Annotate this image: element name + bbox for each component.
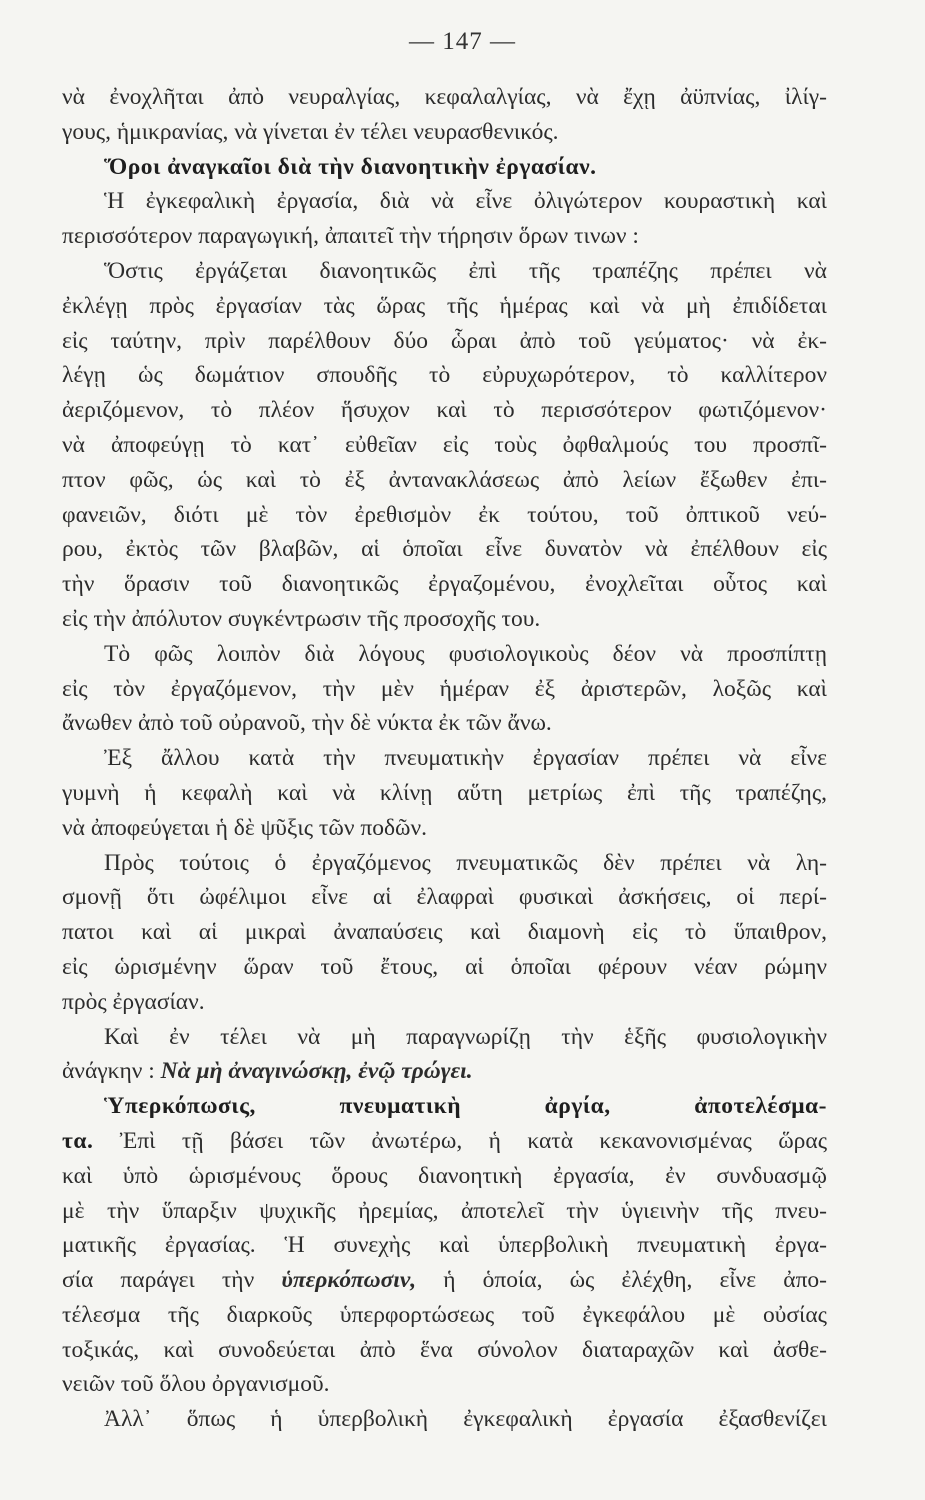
text-line: εἰς ταύτην, πρὶν παρέλθουν δύο ὧραι ἀπὸ τοῦ γεύματος· νὰ ἐκ-	[62, 327, 827, 354]
text-line: ἀνάγκην : Νὰ μὴ ἀναγινώσκῃ, ἐνῷ τρώγει.	[62, 1058, 473, 1085]
text-line: φανειῶν, διότι μὲ τὸν ἐρεθισμὸν ἐκ τούτου, τοῦ ὀπτικοῦ νεύ-	[62, 501, 827, 528]
text-line: πτον φῶς, ὡς καὶ τὸ ἐξ ἀντανακλάσεως ἀπὸ λείων ἔξωθεν ἐπι-	[62, 466, 827, 493]
body-text	[62, 80, 827, 1437]
text-line: τὴν ὅρασιν τοῦ διανοητικῶς ἐργαζομένου, ἐνοχλεῖται οὗτος καὶ	[62, 571, 827, 598]
text-line: νειῶν τοῦ ὅλου ὀργανισμοῦ.	[62, 1371, 330, 1398]
emphasized-term: ὑπερκόπωσιν,	[281, 1267, 417, 1294]
text-line: καὶ ὑπὸ ὡρισμένους ὅρους διανοητικὴ ἐργασία, ἐν συνδυασμῷ	[62, 1162, 827, 1189]
text-line: ματικῆς ἐργασίας. Ἡ συνεχὴς καὶ ὑπερβολικὴ πνευματικὴ ἐργα-	[62, 1232, 827, 1259]
text-line: εἰς τὸν ἐργαζόμενον, τὴν μὲν ἡμέραν ἐξ ἀριστερῶν, λοξῶς καὶ	[62, 675, 827, 702]
section-heading: Ὑπερκόπωσις, πνευματικὴ ἀργία, ἀποτελέσμα-	[104, 1093, 827, 1120]
text-line: Ὅστις ἐργάζεται διανοητικῶς ἐπὶ τῆς τραπέζης πρέπει νὰ	[104, 257, 827, 284]
text-line: νὰ ἀποφεύγεται ἡ δὲ ψῦξις τῶν ποδῶν.	[62, 814, 427, 841]
text-line: μὲ τὴν ὕπαρξιν ψυχικῆς ἠρεμίας, ἀποτελεῖ τὴν ὑγιεινὴν τῆς πνευ-	[62, 1197, 827, 1224]
text-line: γυμνὴ ἡ κεφαλὴ καὶ νὰ κλίνῃ αὕτη μετρίως ἐπὶ τῆς τραπέζης,	[62, 779, 827, 806]
text-line: νὰ ἐνοχλῆται ἀπὸ νευραλγίας, κεφαλαλγίας, νὰ ἔχῃ ἀϋπνίας, ἰλίγ-	[62, 84, 827, 110]
text-line: ρου, ἐκτὸς τῶν βλαβῶν, αἱ ὁποῖαι εἶνε δυνατὸν νὰ ἐπέλθουν εἰς	[62, 536, 827, 563]
page-number: — 147 —	[409, 28, 516, 55]
text-line: πατοι καὶ αἱ μικραὶ ἀναπαύσεις καὶ διαμονὴ εἰς τὸ ὕπαιθρον,	[62, 919, 827, 946]
text-line: ἐκλέγῃ πρὸς ἐργασίαν τὰς ὥρας τῆς ἡμέρας καὶ νὰ μὴ ἐπιδίδεται	[62, 292, 827, 319]
section-heading-end: τα.	[62, 1127, 94, 1154]
text-line: ἄνωθεν ἀπὸ τοῦ οὐρανοῦ, τὴν δὲ νύκτα ἐκ τῶν ἄνω.	[62, 710, 552, 737]
text-line: σμονῇ ὅτι ὠφέλιμοι εἶνε αἱ ἐλαφραὶ φυσικαὶ ἀσκήσεις, οἱ περί-	[62, 884, 827, 911]
text-line: σία παράγει τὴν ὑπερκόπωσιν, ἡ ὁποία, ὡς ἐλέχθη, εἶνε ἀπο-	[62, 1267, 827, 1294]
text-line: Καὶ ἐν τέλει νὰ μὴ παραγνωρίζῃ τὴν ἑξῆς φυσιολογικὴν	[104, 1023, 827, 1050]
text-line: γους, ἡμικρανίας, νὰ γίνεται ἐν τέλει νευρασθενικός.	[62, 118, 559, 145]
text-line: Τὸ φῶς λοιπὸν διὰ λόγους φυσιολογικοὺς δέον νὰ προσπίπτῃ	[104, 640, 827, 667]
text-line: λέγῃ ὡς δωμάτιον σπουδῆς τὸ εὐρυχωρότερον, τὸ καλλίτερον	[62, 362, 827, 389]
text-line: περισσότερον παραγωγική, ἀπαιτεῖ τὴν τήρησιν ὅρων τινων :	[62, 223, 639, 250]
section-heading: Ὅροι ἀναγκαῖοι διὰ τὴν διανοητικὴν ἐργασίαν.	[104, 153, 597, 180]
text-line: τα. Ἐπὶ τῇ βάσει τῶν ἀνωτέρω, ἡ κατὰ κεκανονισμένας ὥρας	[62, 1127, 827, 1154]
text-line: πρὸς ἐργασίαν.	[62, 988, 205, 1015]
text-line: εἰς τὴν ἀπόλυτον συγκέντρωσιν τῆς προσοχῆς του.	[62, 605, 541, 632]
text-line: τοξικάς, καὶ συνοδεύεται ἀπὸ ἕνα σύνολον διαταραχῶν καὶ ἀσθε-	[62, 1336, 827, 1363]
text-line: εἰς ὡρισμένην ὥραν τοῦ ἔτους, αἱ ὁποῖαι φέρουν νέαν ρώμην	[62, 953, 827, 980]
text-line: τέλεσμα τῆς διαρκοῦς ὑπερφορτώσεως τοῦ ἐγκεφάλου μὲ οὐσίας	[62, 1301, 827, 1328]
text-line: Πρὸς τούτοις ὁ ἐργαζόμενος πνευματικῶς δὲν πρέπει νὰ λη-	[104, 849, 827, 876]
text-line: Ἀλλ᾽ ὅπως ἡ ὑπερβολικὴ ἐγκεφαλικὴ ἐργασία ἐξασθενίζει	[104, 1406, 827, 1433]
text-line: Ἡ ἐγκεφαλικὴ ἐργασία, διὰ νὰ εἶνε ὀλιγώτερον κουραστικὴ καὶ	[104, 188, 827, 215]
text-line: Ἐξ ἄλλου κατὰ τὴν πνευματικὴν ἐργασίαν πρέπει νὰ εἶνε	[104, 745, 827, 772]
text-line: ἀεριζόμενον, τὸ πλέον ἥσυχον καὶ τὸ περισσότερον φωτιζόμενον·	[62, 397, 827, 424]
emphasized-rule: Νὰ μὴ ἀναγινώσκῃ, ἐνῷ τρώγει.	[160, 1058, 473, 1085]
text-line: νὰ ἀποφεύγῃ τὸ κατ᾽ εὐθεῖαν εἰς τοὺς ὀφθαλμούς του προσπῖ-	[62, 431, 827, 458]
